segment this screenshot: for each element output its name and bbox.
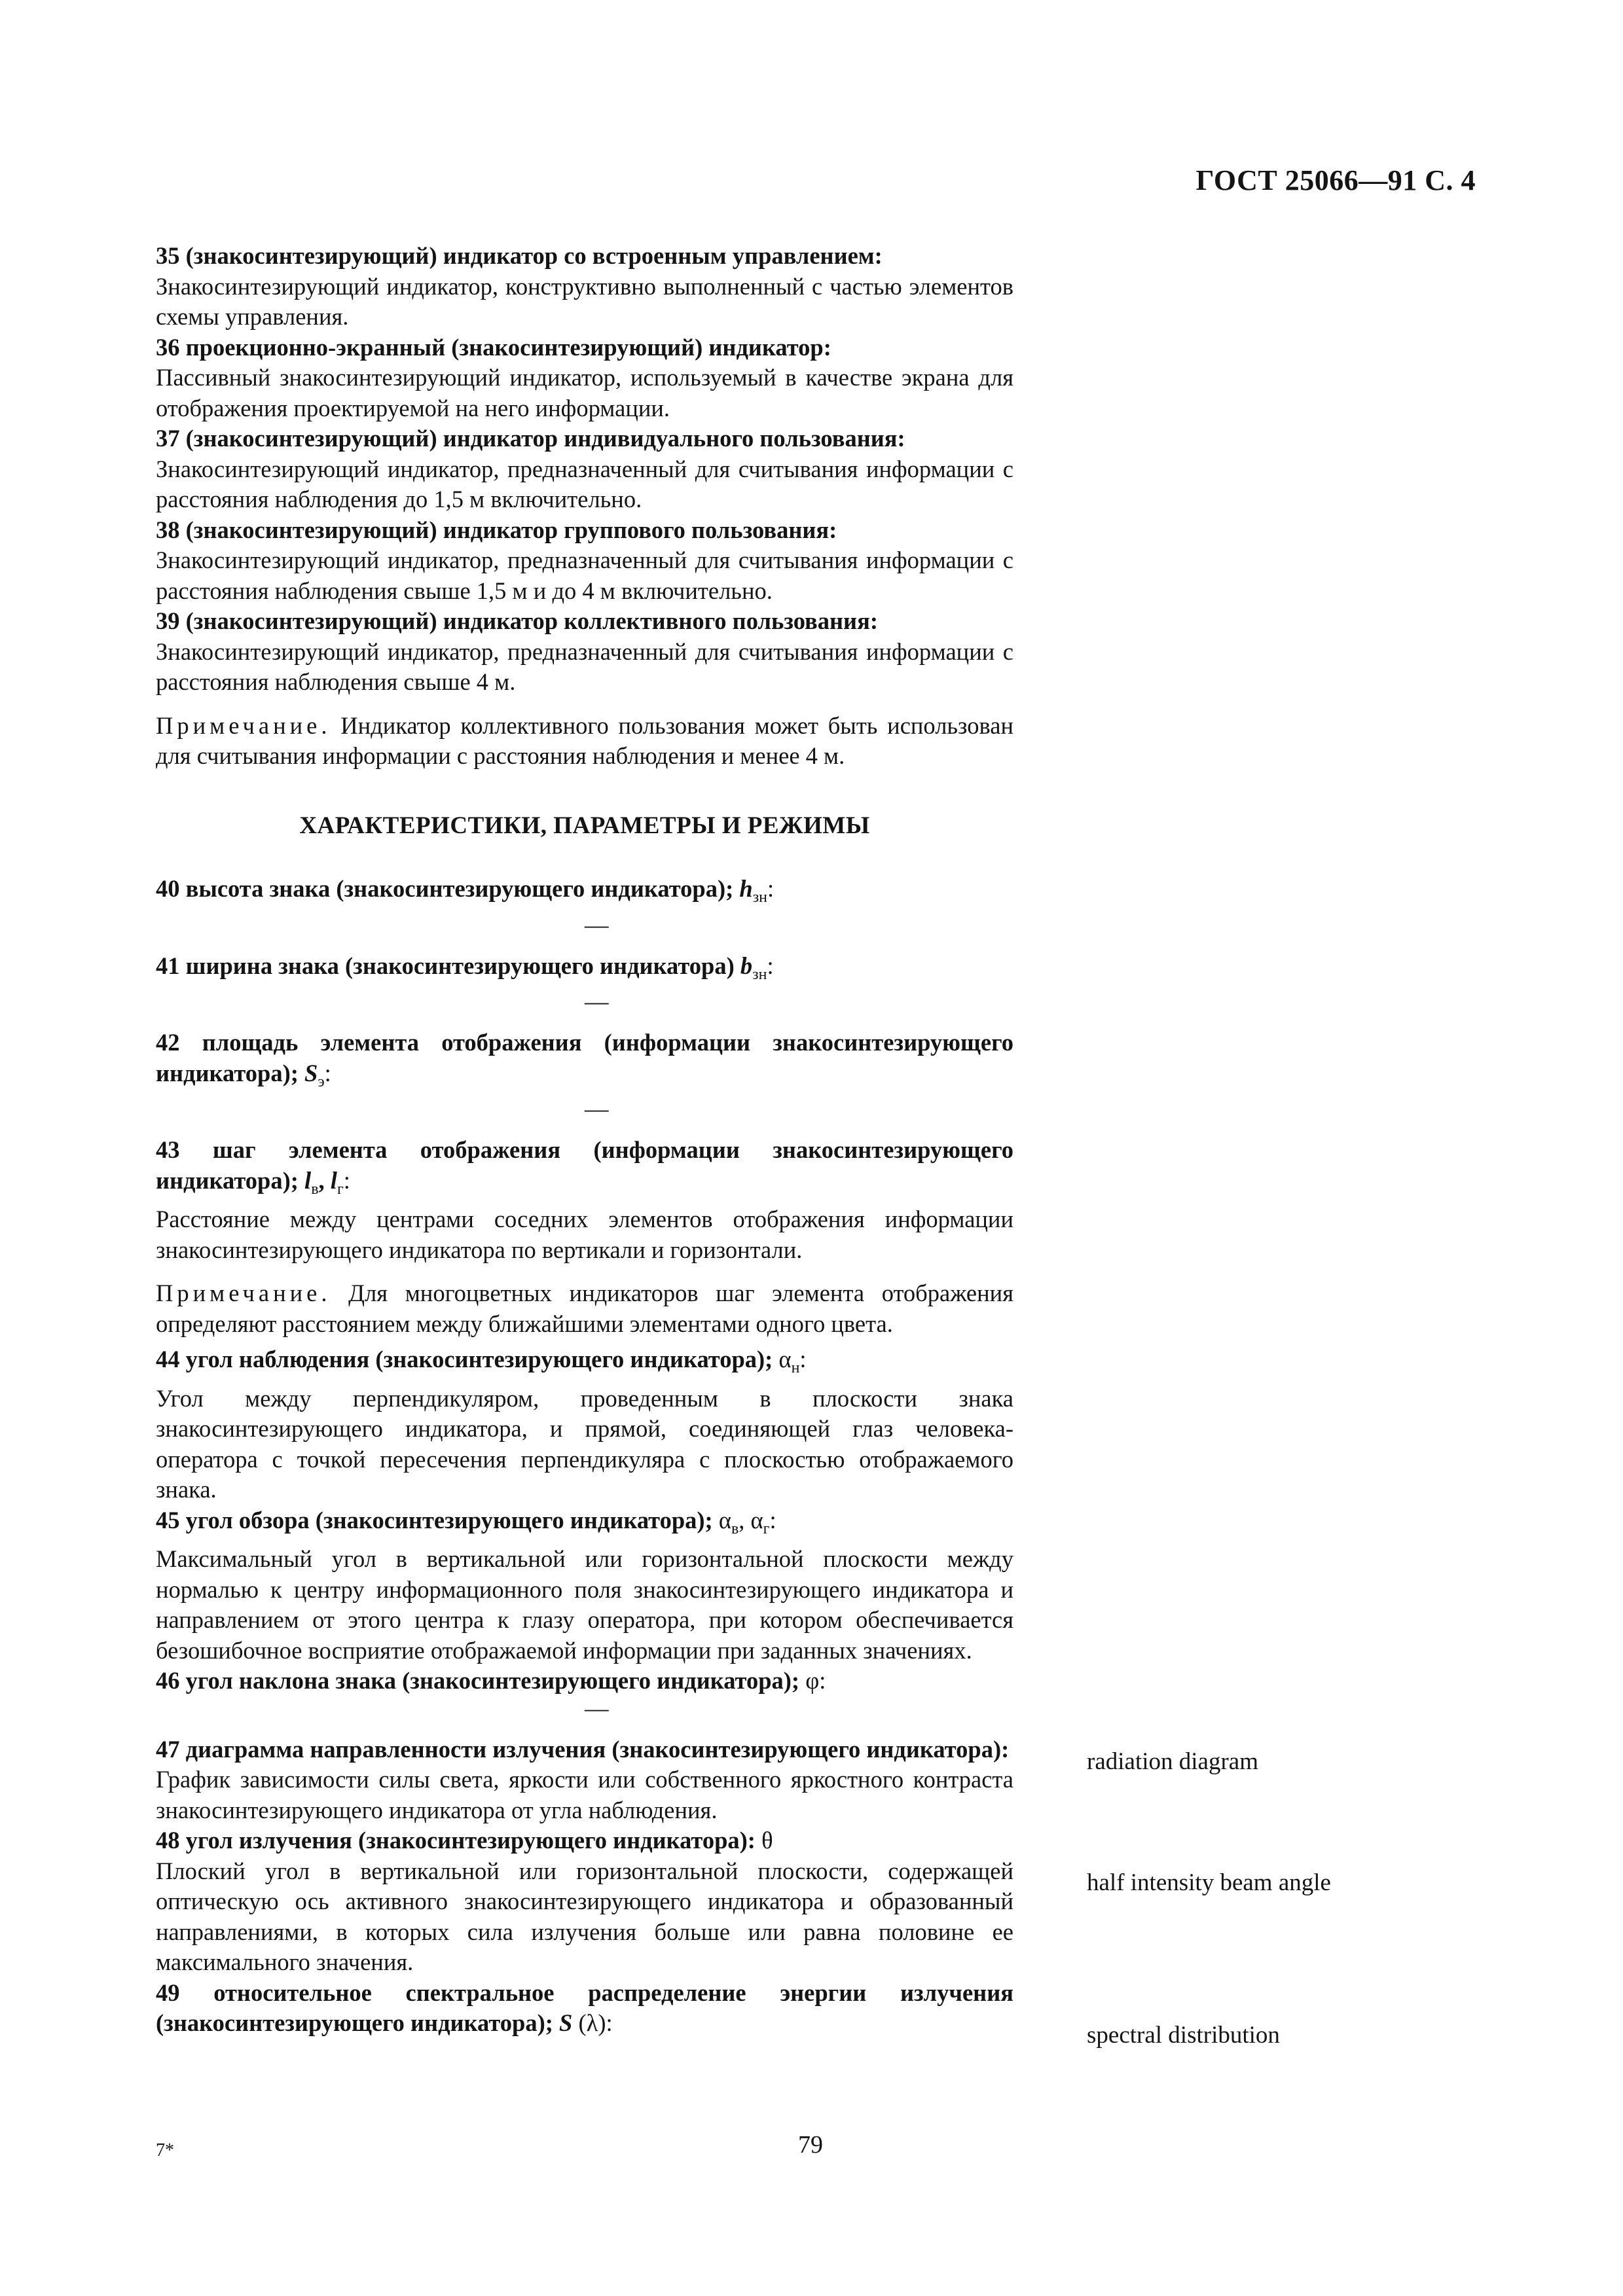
note-label: Примечание. <box>156 711 331 739</box>
term-43: 43 шаг элемента отображения (информации знакосинтезирующего индикатора); $l_в$, $l_г$: <box>156 1136 1013 1198</box>
definition-47: График зависимости силы света, яркости или собственного яркостного контраста знакосинтезирующего индикатора от угла наблюдения. <box>156 1766 1013 1823</box>
absent-definition-dash: — <box>585 988 609 1014</box>
absent-definition-dash: — <box>585 1694 609 1721</box>
note-43 <box>156 1278 1013 1339</box>
english-equivalent-48: half intensity beam angle <box>1087 1869 1331 1896</box>
note-text: Для многоцветных индикаторов шаг элемента отображения определяют расстоянием между ближайшими элементами одного цвета. <box>156 1280 1013 1337</box>
symbol: h <box>739 875 753 902</box>
symbol: b <box>740 952 753 979</box>
term-46: 46 угол наклона знака (знакосинтезирующего индикатора); φ: <box>156 1667 826 1694</box>
absent-definition-dash: — <box>585 1095 609 1122</box>
sheet-mark: 7* <box>156 2140 174 2161</box>
term-49: 49 относительное спектральное распределение энергии излучения (знакосинтезирующего индикатора); S (λ): <box>156 1979 1013 2036</box>
definition-43: Расстояние между центрами соседних элементов отображения информации знакосинтезирующего индикатора по вертикали и горизонтали. <box>156 1206 1013 1263</box>
note-39 <box>156 711 1013 772</box>
definition-37: Знакосинтезирующий индикатор, предназначенный для считывания информации с расстояния наблюдения до 1,5 м включительно. <box>156 455 1013 512</box>
absent-definition-dash: — <box>585 910 609 938</box>
term-40: 40 высота знака (знакосинтезирующего индикатора); $h_{зн}$: <box>156 875 775 906</box>
term-35: 35 (знакосинтезирующий) индикатор со встроенным управлением: <box>156 242 883 269</box>
terms-column <box>156 241 1013 2039</box>
term-48: 48 угол излучения (знакосинтезирующего индикатора): θ <box>156 1827 773 1854</box>
term-42: 42 площадь элемента отображения (информации знакосинтезирующего индикатора); $S_э$: <box>156 1029 1013 1090</box>
english-equivalent-49: spectral distribution <box>1087 2022 1280 2049</box>
english-equivalent-47: radiation diagram <box>1087 1748 1258 1775</box>
page-header: ГОСТ 25066—91 С. 4 <box>1195 164 1476 196</box>
term-41: 41 ширина знака (знакосинтезирующего индикатора) $b_{зн}$: <box>156 952 774 983</box>
term-39: 39 (знакосинтезирующий) индикатор коллективного пользования: <box>156 607 878 634</box>
section-heading: ХАРАКТЕРИСТИКИ, ПАРАМЕТРЫ И РЕЖИМЫ <box>299 812 870 839</box>
symbol: S <box>304 1059 318 1086</box>
definition-36: Пассивный знакосинтезирующий индикатор, используемый в качестве экрана для отображения проектируемой на него информации. <box>156 364 1013 422</box>
definition-35: Знакосинтезирующий индикатор, конструктивно выполненный с частью элементов схемы управления. <box>156 272 1013 330</box>
term-45: 45 угол обзора (знакосинтезирующего индикатора); $\alpha_в$, $\alpha_г$: <box>156 1506 776 1537</box>
definition-39: Знакосинтезирующий индикатор, предназначенный для считывания информации с расстояния наблюдения свыше 4 м. <box>156 637 1013 695</box>
definition-44: Угол между перпендикуляром, проведенным в плоскости знака знакосинтезирующего индикатора, и прямой, соединяющей глаз человека-оператора с точкой пересечения перпендикуляра с плоскостью отображаемого знака. <box>156 1384 1013 1503</box>
page-number: 79 <box>798 2131 823 2159</box>
term-44: 44 угол наблюдения (знакосинтезирующего индикатора); $\alpha_н$: <box>156 1346 807 1376</box>
term-36: 36 проекционно-экранный (знакосинтезирующий) индикатор: <box>156 333 831 361</box>
definition-48: Плоский угол в вертикальной или горизонтальной плоскости, содержащей оптическую ось активного знакосинтезирующего индикатора и образованный направлениями, в которых сила излучения больше или равна половине ее максимального значения. <box>156 1857 1013 1975</box>
term-38: 38 (знакосинтезирующий) индикатор группового пользования: <box>156 516 837 543</box>
note-label: Примечание. <box>156 1280 331 1306</box>
definition-38: Знакосинтезирующий индикатор, предназначенный для считывания информации с расстояния наблюдения свыше 1,5 м и до 4 м включительно. <box>156 547 1013 604</box>
definition-45: Максимальный угол в вертикальной или горизонтальной плоскости между нормалью к центру информационного поля знакосинтезирующего индикатора и направлением от этого центра к глазу оператора, при котором обеспечивается безошибочное восприятие отображаемой информации при заданных значениях. <box>156 1545 1013 1664</box>
term-37: 37 (знакосинтезирующий) индикатор индивидуального пользования: <box>156 425 905 452</box>
term-47: 47 диаграмма направленности излучения (знакосинтезирующего индикатора): <box>156 1735 1010 1763</box>
note-text: Индикатор коллективного пользования может быть использован для считывания информации с расстояния наблюдения и менее 4 м. <box>156 711 1013 769</box>
